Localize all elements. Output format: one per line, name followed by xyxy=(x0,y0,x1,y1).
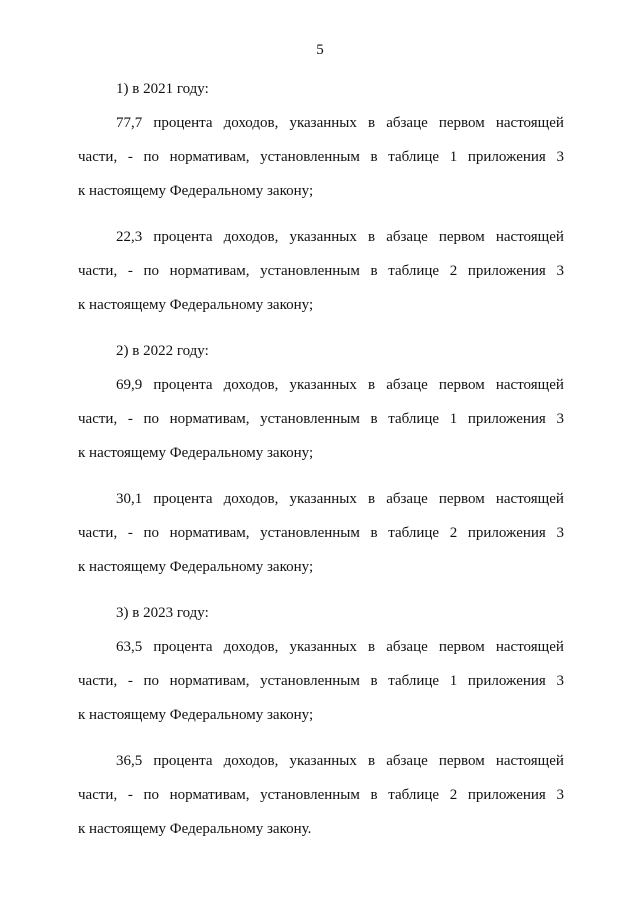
word: доходов, xyxy=(223,229,279,245)
word: в xyxy=(370,411,378,427)
word: первом xyxy=(438,115,485,131)
word: доходов, xyxy=(223,639,279,655)
word: таблице xyxy=(388,673,440,689)
word: приложения xyxy=(467,411,546,427)
section-heading: 2) в 2022 году: xyxy=(116,343,209,359)
page-number: 5 xyxy=(316,42,324,58)
word: таблице xyxy=(388,263,440,279)
word: по xyxy=(143,673,160,689)
paragraph-line-2 xyxy=(78,260,564,294)
percent-value: 69,9 xyxy=(116,377,143,393)
word: в xyxy=(370,149,378,165)
word: доходов, xyxy=(223,753,279,769)
word: указанных xyxy=(289,753,357,769)
section-2022 xyxy=(78,340,564,590)
word: приложения xyxy=(467,673,546,689)
word: абзаце xyxy=(386,639,428,655)
word: - xyxy=(127,149,133,165)
word: настоящей xyxy=(495,753,564,769)
word: установленным xyxy=(260,673,360,689)
word: абзаце xyxy=(386,753,428,769)
section-2023 xyxy=(78,602,564,852)
word: части, xyxy=(78,673,118,689)
percent-value: 30,1 xyxy=(116,491,143,507)
word: указанных xyxy=(289,377,357,393)
word: - xyxy=(127,673,133,689)
word: настоящей xyxy=(495,639,564,655)
word: указанных xyxy=(289,115,357,131)
word: таблице xyxy=(388,149,440,165)
paragraph-line-1 xyxy=(78,750,564,784)
word: 2 xyxy=(449,263,458,279)
paragraph-line-1 xyxy=(78,636,564,670)
word: настоящей xyxy=(495,229,564,245)
line-text: к настоящему Федеральному закону; xyxy=(78,445,314,461)
word: в xyxy=(368,491,376,507)
word: части, xyxy=(78,525,118,541)
percent-value: 77,7 xyxy=(116,115,143,131)
word: нормативам, xyxy=(169,411,250,427)
word: настоящей xyxy=(495,377,564,393)
word: в xyxy=(370,263,378,279)
document-body xyxy=(78,78,564,864)
word: нормативам, xyxy=(169,673,250,689)
word: доходов, xyxy=(223,377,279,393)
word: абзаце xyxy=(386,115,428,131)
word: настоящей xyxy=(495,115,564,131)
paragraph xyxy=(78,226,564,328)
word: указанных xyxy=(289,491,357,507)
line-text: к настоящему Федеральному закону; xyxy=(78,297,314,313)
word: приложения xyxy=(467,263,546,279)
word: - xyxy=(127,263,133,279)
word: процента xyxy=(153,639,213,655)
word: процента xyxy=(153,229,213,245)
word: первом xyxy=(438,753,485,769)
paragraph-line-2 xyxy=(78,408,564,442)
paragraph-line-3 xyxy=(78,556,564,590)
word: процента xyxy=(153,377,213,393)
paragraph-line-1 xyxy=(78,112,564,146)
word: установленным xyxy=(260,411,360,427)
word: в xyxy=(368,115,376,131)
word: части, xyxy=(78,149,118,165)
line-text: к настоящему Федеральному закону; xyxy=(78,559,314,575)
word: по xyxy=(143,787,160,803)
section-heading: 1) в 2021 году: xyxy=(116,81,209,97)
word: части, xyxy=(78,787,118,803)
word: указанных xyxy=(289,639,357,655)
word: в xyxy=(368,229,376,245)
line-text: к настоящему Федеральному закону; xyxy=(78,183,314,199)
word: установленным xyxy=(260,263,360,279)
word: - xyxy=(127,525,133,541)
paragraph-line-3 xyxy=(78,704,564,738)
word: таблице xyxy=(388,411,440,427)
paragraph xyxy=(78,750,564,852)
section-2021 xyxy=(78,78,564,328)
word: абзаце xyxy=(386,229,428,245)
paragraph xyxy=(78,374,564,476)
line-text: к настоящему Федеральному закону; xyxy=(78,707,314,723)
word: - xyxy=(127,787,133,803)
word: 2 xyxy=(449,787,458,803)
word: 3 xyxy=(556,787,564,803)
word: установленным xyxy=(260,787,360,803)
word: 3 xyxy=(556,411,564,427)
word: 3 xyxy=(556,525,564,541)
line-text: к настоящему Федеральному закону. xyxy=(78,821,312,837)
paragraph-line-3 xyxy=(78,180,564,214)
word: 3 xyxy=(556,149,564,165)
word: в xyxy=(370,787,378,803)
word: по xyxy=(143,263,160,279)
paragraph-line-1 xyxy=(78,488,564,522)
word: нормативам, xyxy=(169,263,250,279)
word: установленным xyxy=(260,149,360,165)
word: абзаце xyxy=(386,377,428,393)
word: по xyxy=(143,525,160,541)
paragraph xyxy=(78,112,564,214)
word: установленным xyxy=(260,525,360,541)
word: первом xyxy=(438,377,485,393)
word: в xyxy=(368,377,376,393)
paragraph-line-1 xyxy=(78,374,564,408)
word: процента xyxy=(153,115,213,131)
word: приложения xyxy=(467,787,546,803)
paragraph xyxy=(78,636,564,738)
word: первом xyxy=(438,639,485,655)
word: приложения xyxy=(467,149,546,165)
paragraph-line-3 xyxy=(78,818,564,852)
paragraph-line-2 xyxy=(78,670,564,704)
percent-value: 36,5 xyxy=(116,753,143,769)
word: процента xyxy=(153,753,213,769)
word: 1 xyxy=(449,149,458,165)
word: по xyxy=(143,149,160,165)
word: - xyxy=(127,411,133,427)
word: в xyxy=(370,673,378,689)
word: настоящей xyxy=(495,491,564,507)
word: 3 xyxy=(556,673,564,689)
paragraph-line-3 xyxy=(78,442,564,476)
section-heading: 3) в 2023 году: xyxy=(116,605,209,621)
paragraph-line-1 xyxy=(78,226,564,260)
word: нормативам, xyxy=(169,787,250,803)
percent-value: 22,3 xyxy=(116,229,143,245)
word: абзаце xyxy=(386,491,428,507)
word: части, xyxy=(78,411,118,427)
paragraph xyxy=(78,488,564,590)
word: первом xyxy=(438,491,485,507)
word: таблице xyxy=(388,787,440,803)
word: в xyxy=(368,753,376,769)
word: в xyxy=(370,525,378,541)
word: 1 xyxy=(449,673,458,689)
word: 2 xyxy=(449,525,458,541)
word: в xyxy=(368,639,376,655)
percent-value: 63,5 xyxy=(116,639,143,655)
word: 3 xyxy=(556,263,564,279)
word: процента xyxy=(153,491,213,507)
word: указанных xyxy=(289,229,357,245)
word: 1 xyxy=(449,411,458,427)
word: части, xyxy=(78,263,118,279)
word: приложения xyxy=(467,525,546,541)
word: первом xyxy=(438,229,485,245)
word: таблице xyxy=(388,525,440,541)
paragraph-line-3 xyxy=(78,294,564,328)
word: нормативам, xyxy=(169,525,250,541)
word: нормативам, xyxy=(169,149,250,165)
paragraph-line-2 xyxy=(78,522,564,556)
word: доходов, xyxy=(223,491,279,507)
paragraph-line-2 xyxy=(78,146,564,180)
word: доходов, xyxy=(223,115,279,131)
paragraph-line-2 xyxy=(78,784,564,818)
word: по xyxy=(143,411,160,427)
